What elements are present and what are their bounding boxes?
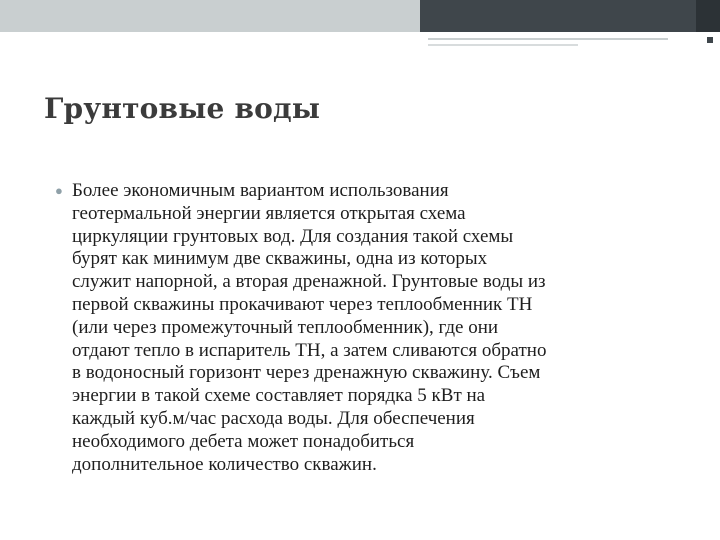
- decorative-rule-bottom: [428, 44, 578, 46]
- bullet-text-line: служит напорной, а вторая дренажной. Грунтовые воды из: [72, 271, 546, 293]
- bullet-text: [72, 180, 692, 476]
- bullet-text-line: первой скважины прокачивают через теплообменник ТН: [72, 293, 533, 315]
- bullet-item: [52, 180, 692, 476]
- slide-content: [52, 180, 692, 476]
- top-dark-band: [420, 0, 720, 32]
- bullet-text-line: энергии в такой схеме составляет порядка 5 кВт на: [72, 385, 486, 407]
- decorative-rule-top: [428, 38, 668, 40]
- bullet-text-line: отдают тепло в испаритель ТН, а затем сливаются обратно: [72, 339, 547, 361]
- decorative-corner-square: [707, 37, 713, 43]
- bullet-text-line: в водоносный горизонт через дренажную скважину. Съем: [72, 362, 541, 384]
- bullet-text-line: дополнительное количество скважин.: [72, 453, 377, 475]
- bullet-text-line: (или через промежуточный теплообменник), где они: [72, 316, 499, 338]
- bullet-text-line: каждый куб.м/час расхода воды. Для обеспечения: [72, 407, 475, 429]
- bullet-text-line: циркуляции грунтовых вод. Для создания такой схемы: [72, 225, 514, 247]
- slide-title: Грунтовые воды: [44, 92, 321, 125]
- bullet-text-line: необходимого дебета может понадобиться: [72, 430, 415, 452]
- bullet-text-line: Более экономичным вариантом использования: [72, 180, 449, 201]
- bullet-dot-icon: ●: [55, 183, 63, 198]
- bullet-text-line: геотермальной энергии является открытая схема: [72, 202, 466, 224]
- bullet-text-line: бурят как минимум две скважины, одна из которых: [72, 248, 488, 270]
